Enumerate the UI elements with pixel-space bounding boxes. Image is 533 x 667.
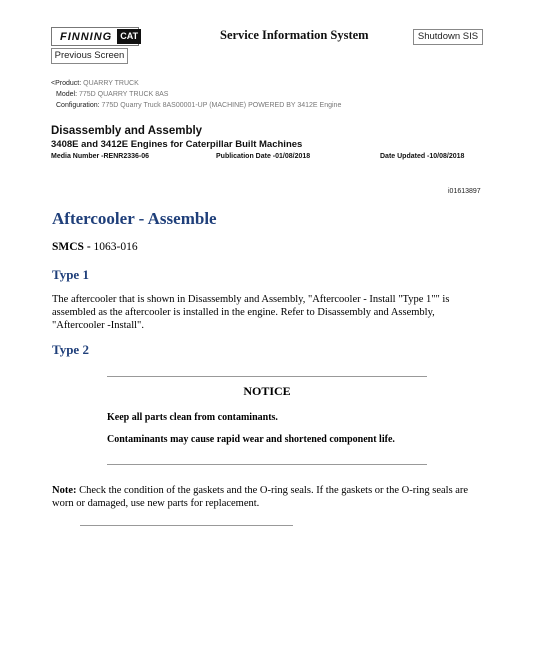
date-updated: Date Updated -10/08/2018: [380, 153, 465, 160]
smcs-label: SMCS -: [52, 241, 91, 253]
type2-heading: Type 2: [52, 342, 89, 357]
media-number: Media Number -RENR2336-06: [51, 153, 150, 160]
publication-date: Publication Date -01/08/2018: [216, 153, 311, 160]
note-paragraph: [52, 485, 482, 510]
model-label: Model:: [56, 91, 78, 98]
configuration-value: 775D Quarry Truck 8AS00001-UP (MACHINE) POWERED BY 3412E Engine: [101, 102, 342, 109]
model-value: 775D QUARRY TRUCK 8AS: [78, 91, 169, 98]
product-value: QUARRY TRUCK: [83, 80, 139, 87]
notice-line-1: Keep all parts clean from contaminants.: [107, 412, 278, 423]
page-title: Aftercooler - Assemble: [52, 209, 217, 228]
notice-top-rule: [107, 376, 427, 377]
finning-cat-logo: [51, 27, 139, 46]
notice-bottom-rule: [107, 464, 427, 465]
notice-title: NOTICE: [243, 384, 291, 398]
end-rule: [80, 525, 293, 526]
note-text: Check the condition of the gaskets and the O-ring seals. If the gaskets or the O-ring seals are worn or damaged, use new parts for replacement.: [52, 485, 469, 509]
manual-subtitle: 3408E and 3412E Engines for Caterpillar Built Machines: [51, 139, 303, 150]
product-label: <Product:: [51, 80, 82, 87]
type1-paragraph: The aftercooler that is shown in Disassembly and Assembly, "Aftercooler - Install "Type 1"" is assembled as the aftercooler is installed in the engine. Refer to Disassembly and Assembly, "Aftercooler -Install".: [52, 294, 450, 331]
smcs-value: 1063-016: [93, 241, 138, 253]
configuration-label: Configuration:: [56, 102, 100, 109]
manual-title: Disassembly and Assembly: [51, 125, 203, 137]
notice-line-2: Contaminants may cause rapid wear and shortened component life.: [107, 434, 395, 445]
note-label: Note:: [52, 485, 77, 496]
type1-heading: Type 1: [52, 267, 89, 282]
cat-badge: CAT: [117, 29, 141, 44]
smcs-code: [52, 241, 138, 253]
model-line: [56, 90, 168, 100]
configuration-line: [56, 101, 341, 111]
document-id: i01613897: [448, 188, 481, 195]
logo-wordmark: FINNING: [60, 30, 113, 43]
shutdown-sis-button[interactable]: Shutdown SIS: [413, 29, 483, 45]
system-title: Service Information System: [220, 28, 369, 42]
product-line: [51, 79, 139, 89]
previous-screen-button[interactable]: Previous Screen: [51, 48, 128, 64]
